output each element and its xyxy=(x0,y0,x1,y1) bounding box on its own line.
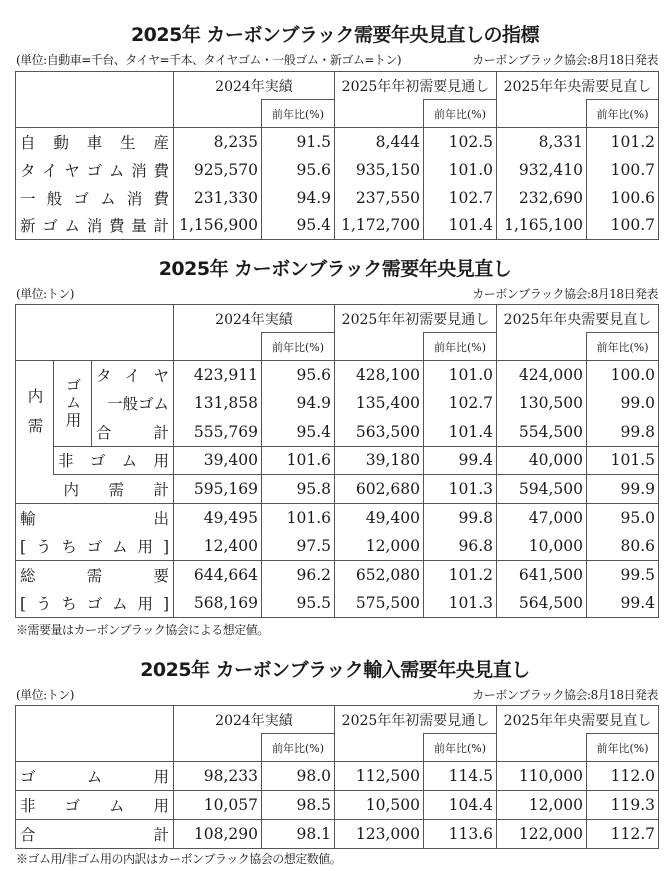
yoy-2024: 95.8 xyxy=(262,475,335,504)
demand-title: 2025年 カーボンブラック需要年央見直し xyxy=(158,258,512,280)
group-label-gomu xyxy=(54,361,92,447)
header-yoy: 前年比(%) xyxy=(587,333,659,361)
yoy-2025-early: 104.4 xyxy=(424,791,497,820)
value-2025-early: 428,100 xyxy=(335,361,424,390)
header-yoy: 前年比(%) xyxy=(424,333,497,361)
value-2024: 925,570 xyxy=(174,156,262,184)
row-label: 非ゴム用 xyxy=(54,446,174,475)
header-blank xyxy=(174,100,262,128)
yoy-2025-early: 101.4 xyxy=(424,418,497,447)
header-blank xyxy=(497,734,587,762)
value-2025-mid: 564,500 xyxy=(497,589,587,618)
value-2025-early: 575,500 xyxy=(335,589,424,618)
yoy-2025-mid: 99.0 xyxy=(587,389,659,418)
value-2024: 231,330 xyxy=(174,184,262,212)
value-2024: 8,235 xyxy=(174,128,262,156)
header-blank xyxy=(16,706,174,762)
header-2025-mid: 2025年年央需要見直し xyxy=(497,305,659,333)
table-row xyxy=(16,560,659,589)
yoy-2024: 96.2 xyxy=(262,560,335,589)
row-label: タイヤ xyxy=(92,361,174,390)
yoy-2025-mid: 119.3 xyxy=(587,791,659,820)
yoy-2024: 101.6 xyxy=(262,503,335,532)
group-label-gomu-text: ゴム用 xyxy=(63,377,82,430)
group-label-naiju-text: 内需 xyxy=(25,388,44,448)
table-row xyxy=(16,589,659,618)
value-2025-mid: 110,000 xyxy=(497,762,587,791)
yoy-2024: 91.5 xyxy=(262,128,335,156)
row-label: [うちゴム用] xyxy=(16,532,174,561)
header-yoy: 前年比(%) xyxy=(262,734,335,762)
indicators-source: カーボンブラック協会:8月18日発表 xyxy=(472,53,658,67)
yoy-2024: 98.1 xyxy=(262,820,335,849)
header-blank xyxy=(335,100,424,128)
value-2025-early: 563,500 xyxy=(335,418,424,447)
yoy-2025-early: 99.8 xyxy=(424,503,497,532)
row-label: タイヤゴム消費 xyxy=(16,156,174,184)
yoy-2025-early: 101.3 xyxy=(424,475,497,504)
value-2025-mid: 10,000 xyxy=(497,532,587,561)
value-2024: 423,911 xyxy=(174,361,262,390)
header-yoy: 前年比(%) xyxy=(587,734,659,762)
table-row xyxy=(16,762,659,791)
group-label-naiju xyxy=(16,361,54,475)
yoy-2025-early: 101.0 xyxy=(424,361,497,390)
value-2024: 595,169 xyxy=(174,475,262,504)
indicators-title: 2025年 カーボンブラック需要年央見直しの指標 xyxy=(130,24,540,46)
value-2025-mid: 1,165,100 xyxy=(497,212,587,240)
value-2024: 644,664 xyxy=(174,560,262,589)
value-2025-mid: 232,690 xyxy=(497,184,587,212)
table-row xyxy=(16,184,659,212)
yoy-2024: 95.6 xyxy=(262,156,335,184)
table-row xyxy=(16,475,659,504)
value-2025-mid: 424,000 xyxy=(497,361,587,390)
indicators-unit-note: (単位:自動車=千台、タイヤ=千本、タイヤゴム・一般ゴム・新ゴム=トン) xyxy=(16,53,402,67)
row-label-spacer xyxy=(16,475,54,504)
row-label: 一般ゴム消費 xyxy=(16,184,174,212)
demand-footnote: ※需要量はカーボンブラック協会による想定値。 xyxy=(16,623,269,637)
value-2025-mid: 12,000 xyxy=(497,791,587,820)
yoy-2025-early: 114.5 xyxy=(424,762,497,791)
yoy-2025-mid: 112.0 xyxy=(587,762,659,791)
header-2025-early: 2025年年初需要見通し xyxy=(335,72,497,100)
header-blank xyxy=(497,100,587,128)
row-label: 内需計 xyxy=(54,475,174,504)
yoy-2025-mid: 100.0 xyxy=(587,361,659,390)
yoy-2024: 101.6 xyxy=(262,446,335,475)
value-2025-early: 112,500 xyxy=(335,762,424,791)
table-row xyxy=(16,389,659,418)
header-blank xyxy=(335,734,424,762)
value-2024: 131,858 xyxy=(174,389,262,418)
yoy-2024: 95.4 xyxy=(262,418,335,447)
table-row xyxy=(16,503,659,532)
yoy-2025-mid: 99.4 xyxy=(587,589,659,618)
yoy-2025-early: 101.3 xyxy=(424,589,497,618)
indicators-table xyxy=(15,71,659,240)
value-2025-mid: 932,410 xyxy=(497,156,587,184)
value-2025-early: 652,080 xyxy=(335,560,424,589)
value-2025-early: 602,680 xyxy=(335,475,424,504)
value-2024: 98,233 xyxy=(174,762,262,791)
header-2024: 2024年実績 xyxy=(174,305,335,333)
header-2024: 2024年実績 xyxy=(174,72,335,100)
yoy-2024: 95.4 xyxy=(262,212,335,240)
yoy-2025-early: 96.8 xyxy=(424,532,497,561)
value-2024: 555,769 xyxy=(174,418,262,447)
value-2025-early: 135,400 xyxy=(335,389,424,418)
header-2025-mid: 2025年年央需要見直し xyxy=(497,72,659,100)
row-label: 輸出 xyxy=(16,503,174,532)
header-blank xyxy=(16,72,174,128)
header-yoy: 前年比(%) xyxy=(424,734,497,762)
value-2024: 39,400 xyxy=(174,446,262,475)
header-yoy: 前年比(%) xyxy=(587,100,659,128)
value-2025-early: 1,172,700 xyxy=(335,212,424,240)
imports-title: 2025年 カーボンブラック輸入需要年央見直し xyxy=(140,659,530,681)
header-yoy: 前年比(%) xyxy=(262,333,335,361)
value-2025-early: 39,180 xyxy=(335,446,424,475)
value-2025-early: 49,400 xyxy=(335,503,424,532)
table-row xyxy=(16,446,659,475)
yoy-2025-mid: 95.0 xyxy=(587,503,659,532)
row-label: 自動車生産 xyxy=(16,128,174,156)
row-label: 合計 xyxy=(92,418,174,447)
value-2025-mid: 122,000 xyxy=(497,820,587,849)
row-label: 総需要 xyxy=(16,560,174,589)
yoy-2024: 95.6 xyxy=(262,361,335,390)
table-row xyxy=(16,128,659,156)
yoy-2025-early: 99.4 xyxy=(424,446,497,475)
yoy-2025-mid: 101.2 xyxy=(587,128,659,156)
value-2024: 12,400 xyxy=(174,532,262,561)
value-2025-early: 12,000 xyxy=(335,532,424,561)
value-2025-mid: 47,000 xyxy=(497,503,587,532)
value-2024: 49,495 xyxy=(174,503,262,532)
table-row xyxy=(16,418,659,447)
imports-footnote: ※ゴム用/非ゴム用の内訳はカーボンブラック協会の想定数値。 xyxy=(16,852,342,866)
value-2025-early: 8,444 xyxy=(335,128,424,156)
header-2025-mid: 2025年年央需要見直し xyxy=(497,706,659,734)
value-2025-mid: 40,000 xyxy=(497,446,587,475)
table-row xyxy=(16,212,659,240)
header-2025-early: 2025年年初需要見通し xyxy=(335,706,497,734)
yoy-2025-early: 102.7 xyxy=(424,389,497,418)
value-2025-mid: 8,331 xyxy=(497,128,587,156)
row-label: ゴム用 xyxy=(16,762,174,791)
yoy-2025-early: 102.7 xyxy=(424,184,497,212)
row-label: 一般ゴム xyxy=(92,389,174,418)
header-blank xyxy=(335,333,424,361)
yoy-2025-mid: 100.7 xyxy=(587,156,659,184)
table-row xyxy=(16,532,659,561)
header-blank xyxy=(16,305,174,361)
value-2024: 1,156,900 xyxy=(174,212,262,240)
row-label: 新ゴム消費量計 xyxy=(16,212,174,240)
value-2024: 568,169 xyxy=(174,589,262,618)
header-yoy: 前年比(%) xyxy=(262,100,335,128)
header-2025-early: 2025年年初需要見通し xyxy=(335,305,497,333)
yoy-2024: 98.5 xyxy=(262,791,335,820)
demand-table xyxy=(15,304,659,618)
yoy-2025-mid: 99.9 xyxy=(587,475,659,504)
table-row xyxy=(16,791,659,820)
value-2025-early: 935,150 xyxy=(335,156,424,184)
yoy-2024: 98.0 xyxy=(262,762,335,791)
value-2025-early: 237,550 xyxy=(335,184,424,212)
header-blank xyxy=(497,333,587,361)
row-label: [うちゴム用] xyxy=(16,589,174,618)
value-2025-mid: 554,500 xyxy=(497,418,587,447)
demand-source: カーボンブラック協会:8月18日発表 xyxy=(472,287,658,301)
value-2024: 10,057 xyxy=(174,791,262,820)
yoy-2025-early: 113.6 xyxy=(424,820,497,849)
yoy-2025-mid: 100.6 xyxy=(587,184,659,212)
value-2025-early: 123,000 xyxy=(335,820,424,849)
yoy-2025-mid: 101.5 xyxy=(587,446,659,475)
header-blank xyxy=(174,734,262,762)
yoy-2024: 97.5 xyxy=(262,532,335,561)
yoy-2025-mid: 80.6 xyxy=(587,532,659,561)
yoy-2025-early: 101.4 xyxy=(424,212,497,240)
header-2024: 2024年実績 xyxy=(174,706,335,734)
header-yoy: 前年比(%) xyxy=(424,100,497,128)
yoy-2025-early: 101.0 xyxy=(424,156,497,184)
yoy-2024: 94.9 xyxy=(262,389,335,418)
value-2025-mid: 130,500 xyxy=(497,389,587,418)
yoy-2025-mid: 112.7 xyxy=(587,820,659,849)
table-row xyxy=(16,361,659,390)
yoy-2024: 94.9 xyxy=(262,184,335,212)
table-row xyxy=(16,820,659,849)
yoy-2025-mid: 100.7 xyxy=(587,212,659,240)
row-label: 合計 xyxy=(16,820,174,849)
value-2025-mid: 641,500 xyxy=(497,560,587,589)
header-blank xyxy=(174,333,262,361)
value-2025-early: 10,500 xyxy=(335,791,424,820)
table-row xyxy=(16,156,659,184)
imports-table xyxy=(15,705,659,849)
yoy-2025-mid: 99.5 xyxy=(587,560,659,589)
value-2024: 108,290 xyxy=(174,820,262,849)
yoy-2024: 95.5 xyxy=(262,589,335,618)
yoy-2025-mid: 99.8 xyxy=(587,418,659,447)
yoy-2025-early: 102.5 xyxy=(424,128,497,156)
row-label: 非ゴム用 xyxy=(16,791,174,820)
imports-source: カーボンブラック協会:8月18日発表 xyxy=(472,688,658,702)
demand-unit-note: (単位:トン) xyxy=(16,287,74,301)
value-2025-mid: 594,500 xyxy=(497,475,587,504)
yoy-2025-early: 101.2 xyxy=(424,560,497,589)
imports-unit-note: (単位:トン) xyxy=(16,688,74,702)
